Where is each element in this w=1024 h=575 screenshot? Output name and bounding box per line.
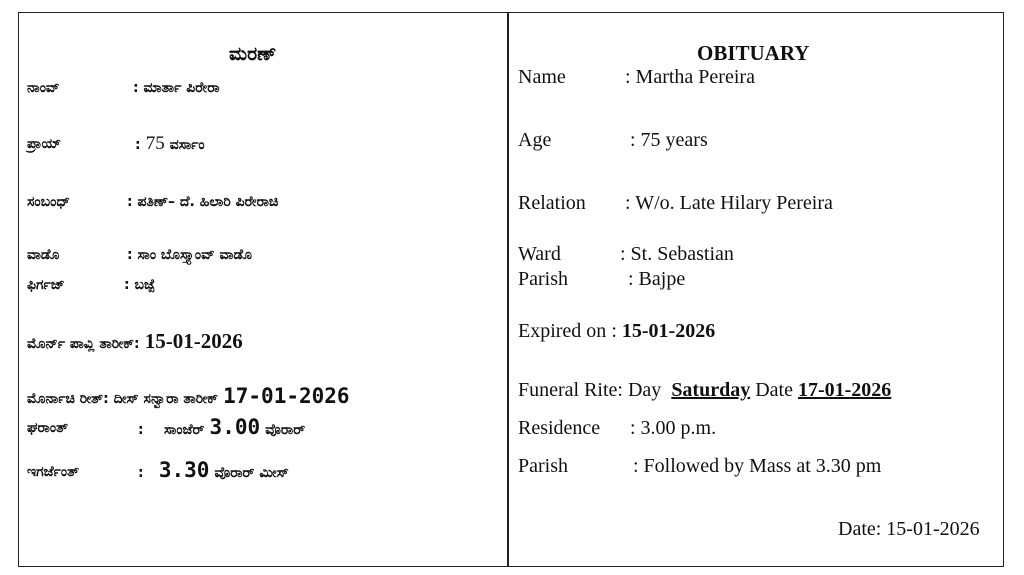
- left-title: ಮರಣ್: [229, 43, 277, 65]
- left-ward-label: ವಾಡೊ: [27, 247, 60, 263]
- right-age-value: : 75 years: [630, 129, 708, 151]
- left-church-value: : 3.30 ವೊರಾರ್ ಮೀಸ್: [138, 458, 289, 482]
- right-parish-label: Parish: [518, 268, 568, 290]
- column-divider: [507, 12, 509, 567]
- right-funeral-line: Funeral Rite: Day Saturday Date 17-01-2026: [518, 379, 892, 401]
- left-age-value: : 75 ವರ್ಸಾಂ: [135, 133, 205, 154]
- left-relation-label: ಸಂಬಂಧ್: [27, 194, 70, 210]
- right-name-value: : Martha Pereira: [625, 66, 755, 88]
- left-church-label: ಇಗರ್ಜೆಂತ್: [27, 464, 80, 480]
- right-title: OBITUARY: [697, 41, 810, 65]
- right-footer-date: Date: 15-01-2026: [838, 518, 980, 540]
- right-ward-value: : St. Sebastian: [620, 243, 734, 265]
- right-age-label: Age: [518, 129, 552, 151]
- left-relation-value: : ಪತಿಣ್– ದೆ. ಹಿಲಾರಿ ಪಿರೇರಾಚಿ: [127, 194, 279, 210]
- right-residence-value: : 3.00 p.m.: [630, 417, 717, 439]
- right-parish2-value: : Followed by Mass at 3.30 pm: [633, 455, 882, 477]
- left-age-label: ಪ್ರಾಯ್: [27, 136, 62, 152]
- left-death-line: ಮೊರ್ನ್ ಪಾವ್ಲಿ ತಾರೀಕ್: 15-01-2026: [27, 329, 243, 353]
- right-relation-label: Relation: [518, 192, 586, 214]
- left-house-label: ಘರಾಂತ್: [27, 420, 69, 436]
- left-house-value: : ಸಾಂಜೆರ್ 3.00 ವೊರಾರ್: [138, 415, 306, 439]
- right-relation-value: : W/o. Late Hilary Pereira: [625, 192, 833, 214]
- right-parish2-label: Parish: [518, 455, 568, 477]
- left-name-label: ನಾಂವ್: [27, 80, 60, 96]
- right-residence-label: Residence: [518, 417, 601, 439]
- left-name-value: : ಮಾರ್ತಾ ಪಿರೇರಾ: [133, 80, 220, 96]
- left-parish-label: ಫಿರ್ಗಜ್: [27, 277, 65, 293]
- right-expired-line: Expired on : 15-01-2026: [518, 320, 716, 342]
- right-name-label: Name: [518, 66, 566, 88]
- right-parish-value: : Bajpe: [628, 268, 686, 290]
- left-parish-value: : ಬಜ್ಪೆ: [124, 277, 155, 293]
- right-ward-label: Ward: [518, 243, 561, 265]
- left-funeral-line: ಮೊರ್ನಾಚಿ ರೀತ್: ದೀಸ್ ಸನ್ವಾರಾ ತಾರೀಕ್ 17-01-2026: [27, 384, 350, 408]
- left-ward-value: : ಸಾಂ ಬೊಸ್ತ್ಯಾಂವ್ ವಾಡೊ: [127, 247, 252, 263]
